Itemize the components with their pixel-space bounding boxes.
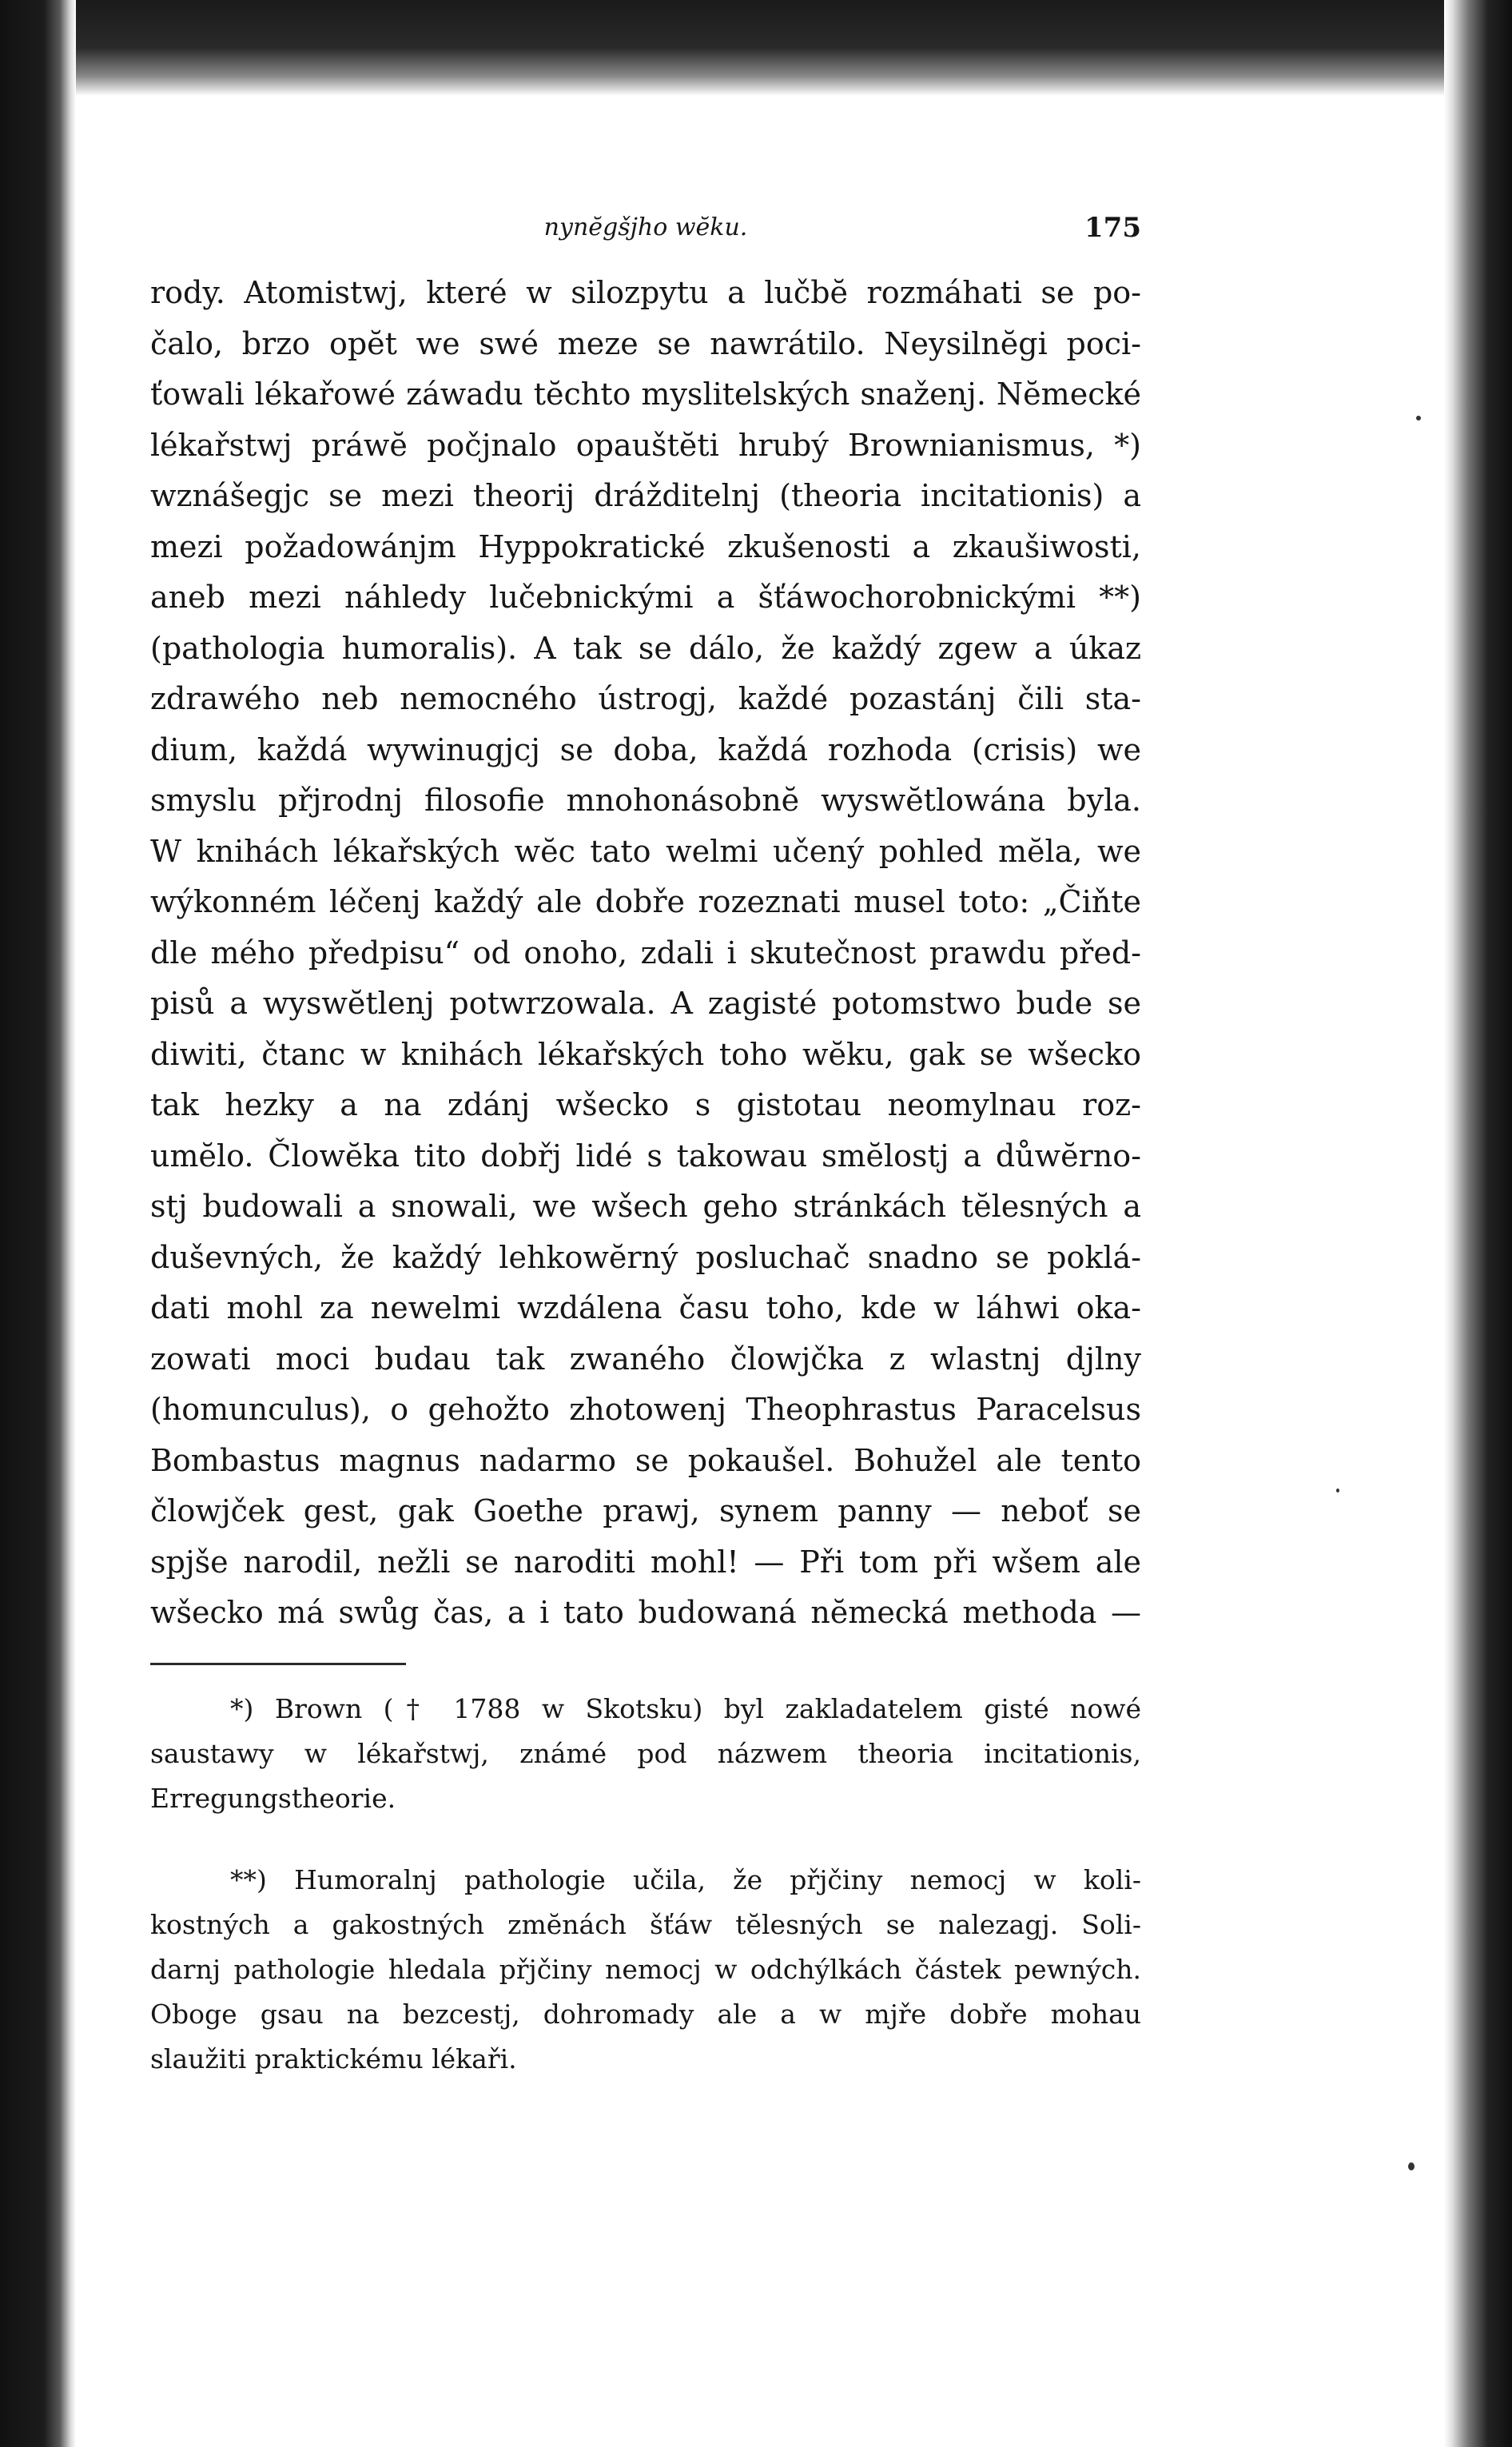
scan-edge-right (1444, 0, 1512, 2447)
body-line: umĕlo. Člowĕka tito dobřj lidé s takowau smĕlostj a důwĕrno- (150, 1138, 1141, 1174)
body-line: wýkonném léčenj každý ale dobře rozeznati musel toto: „Čiňte (150, 884, 1141, 919)
scan-edge-left (0, 0, 76, 2447)
body-line: dle mého předpisu“ od onoho, zdali i skutečnost prawdu před- (150, 935, 1141, 970)
body-line: pisů a wyswĕtlenj potwrzowala. A zagisté potomstwo bude se (150, 986, 1141, 1021)
body-line: Bombastus magnus nadarmo se pokaušel. Bohužel ale tento (150, 1442, 1141, 1478)
footnote-2-line: darnj pathologie hledala přjčiny nemocj w odchýlkách částek pewných. (150, 1954, 1141, 1985)
page-number: 175 (1084, 212, 1141, 244)
scan-speck (1336, 1489, 1339, 1493)
scan-speck (1408, 2162, 1415, 2170)
running-title: nynĕgšjho wĕku. (543, 213, 748, 241)
footnote-1-line: Erregungstheorie. (150, 1783, 396, 1814)
footnote-1-line: *) Brown († 1788 w Skotsku) byl zakladatelem gisté nowé (230, 1693, 1141, 1724)
body-line: wznášegjc se mezi theorij drážditelnj (theoria incitationis) a (150, 478, 1141, 513)
body-line: stj budowali a snowali, we wšech geho stránkách tĕlesných a (150, 1189, 1141, 1224)
scan-speck (1416, 416, 1421, 420)
footnotes (150, 1687, 1141, 2082)
footnote-2-line: kostných a gakostných zmĕnách šťáw tĕlesných se nalezagj. Soli- (150, 1909, 1141, 1940)
footnote-2-line: slaužiti praktickému lékaři. (150, 2043, 517, 2074)
body-line: diwiti, čtanc w knihách lékařských toho wĕku, gak se wšecko (150, 1036, 1141, 1072)
footnote-2-line: **) Humoralnj pathologie učila, že přjčiny nemocj w koli- (230, 1864, 1141, 1895)
footnote-separator (150, 1663, 406, 1665)
body-line: spjše narodil, nežli se naroditi mohl! — Při tom při wšem ale (150, 1544, 1141, 1580)
footnote-2-line: Oboge gsau na bezcestj, dohromady ale a w mjře dobře mohau (150, 1999, 1141, 2030)
body-line: smyslu přjrodnj filosofie mnohonásobnĕ wyswĕtlowána byla. (150, 783, 1141, 818)
body-line: čalo, brzo opĕt we swé meze se nawrátilo. Neysilnĕgi poci- (150, 325, 1141, 361)
body-line: mezi požadowánjm Hyppokratické zkušenosti a zkaušiwosti, (150, 528, 1141, 564)
body-line: wšecko má swůg čas, a i tato budowaná nĕmecká methoda — (150, 1595, 1141, 1630)
body-line: dati mohl za newelmi wzdálena času toho, kde w láhwi oka- (150, 1290, 1141, 1325)
body-line: (pathologia humoralis). A tak se dálo, že každý zgew a úkaz (150, 630, 1141, 666)
body-line: zowati moci budau tak zwaného člowjčka z wlastnj djlny (150, 1341, 1141, 1377)
body-line: zdrawého neb nemocného ústrogj, každé pozastánj čili sta- (150, 681, 1141, 716)
body-line: duševných, že každý lehkowĕrný posluchač snadno se poklá- (150, 1239, 1141, 1275)
footnote-1-line: saustawy w lékařstwj, známé pod názwem theoria incitationis, (150, 1738, 1141, 1769)
body-line: lékařstwj práwĕ počjnalo opauštĕti hrubý Brownianismus, *) (150, 427, 1141, 463)
page-header (150, 204, 1141, 252)
body-text (150, 268, 1141, 1639)
body-line: ťowali lékařowé záwadu tĕchto myslitelských snaženj. Nĕmecké (150, 377, 1141, 412)
body-line: (homunculus), o gehožto zhotowenj Theophrastus Paracelsus (150, 1392, 1141, 1427)
scan-edge-top (0, 0, 1512, 96)
body-line: W knihách lékařských wĕc tato welmi učený pohled mĕla, we (150, 833, 1141, 869)
body-line: dium, každá wywinugjcj se doba, každá rozhoda (crisis) we (150, 731, 1141, 767)
body-line: aneb mezi náhledy lučebnickými a šťáwochorobnickými **) (150, 580, 1141, 615)
footnote-gap (150, 1821, 1141, 1858)
body-line: člowjček gest, gak Goethe prawj, synem panny — neboť se (150, 1493, 1141, 1528)
body-line: tak hezky a na zdánj wšecko s gistotau neomylnau roz- (150, 1087, 1141, 1122)
body-line: rody. Atomistwj, které w silozpytu a lučbĕ rozmáhati se po- (150, 275, 1141, 310)
